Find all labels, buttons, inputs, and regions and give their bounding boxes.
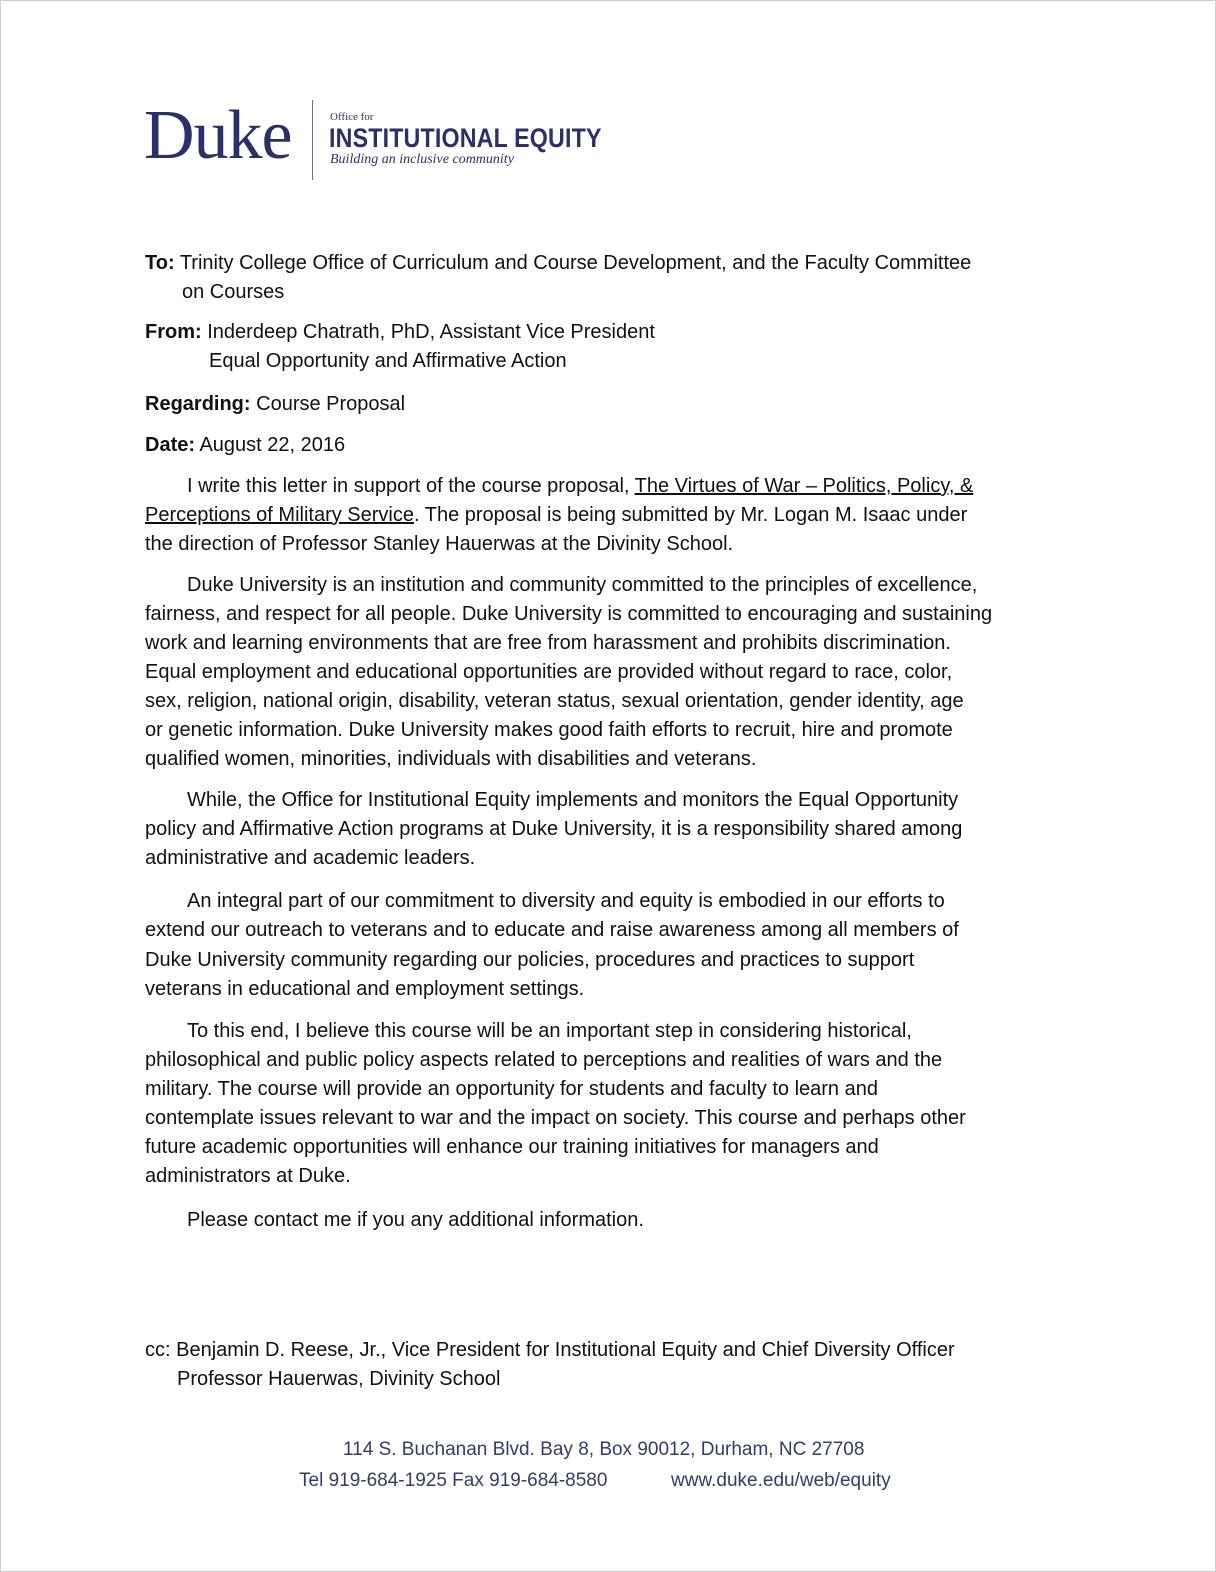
date-line	[145, 431, 345, 460]
regarding-label: Regarding:	[145, 393, 251, 415]
department-name: INSTITUTIONAL EQUITY	[329, 123, 602, 153]
footer-address: 114 S. Buchanan Blvd. Bay 8, Box 90012, Durham, NC 27708	[343, 1439, 865, 1460]
p3-line: While, the Office for Institutional Equity implements and monitors the Equal Opportunity	[187, 789, 959, 811]
p2-line: sex, religion, national origin, disability, veteran status, sexual orientation, gender identity, age	[145, 690, 964, 712]
footer-phone: Tel 919-684-1925 Fax 919-684-8580	[299, 1470, 608, 1491]
from-value: Inderdeep Chatrath, PhD, Assistant Vice President	[207, 321, 655, 343]
date-label: Date:	[145, 434, 196, 456]
paragraph-6: Please contact me if you any additional information.	[187, 1209, 644, 1231]
p1-intro: I write this letter in support of the course proposal,	[187, 475, 630, 497]
to-line	[145, 249, 971, 278]
p1-continuation: . The proposal is being submitted by Mr. Logan M. Isaac under	[413, 504, 968, 526]
to-line-continued: on Courses	[182, 281, 285, 303]
cc-line-2: Professor Hauerwas, Divinity School	[177, 1368, 501, 1390]
p5-line: administrators at Duke.	[145, 1165, 351, 1187]
p1-line-1	[187, 472, 973, 501]
date-value: August 22, 2016	[199, 434, 346, 456]
p2-line: Equal employment and educational opportunities are provided without regard to race, color,	[145, 661, 953, 683]
course-title-part-2: Perceptions of Military Service	[145, 504, 414, 526]
regarding-line	[145, 390, 405, 419]
tagline: Building an inclusive community	[330, 152, 514, 167]
p5-line: future academic opportunities will enhance our training initiatives for managers and	[145, 1136, 879, 1158]
p3-line: administrative and academic leaders.	[145, 847, 476, 869]
from-label: From:	[145, 321, 202, 343]
footer-website-link[interactable]: www.duke.edu/web/equity	[671, 1470, 891, 1491]
duke-logo: Duke	[144, 97, 292, 174]
p1-line-3: the direction of Professor Stanley Hauerwas at the Divinity School.	[145, 533, 734, 555]
office-for-label: Office for	[330, 111, 374, 123]
p2-line: or genetic information. Duke University makes good faith efforts to recruit, hire and promote	[145, 719, 953, 741]
p5-line: To this end, I believe this course will be an important step in considering historical,	[187, 1020, 912, 1042]
to-value: Trinity College Office of Curriculum and Course Development, and the Faculty Committee	[179, 252, 972, 274]
p1-line-2	[145, 501, 967, 530]
p5-line: contemplate issues relevant to war and the impact on society. This course and perhaps other	[145, 1107, 966, 1129]
p2-line: fairness, and respect for all people. Duke University is committed to encouraging and sustaining	[145, 603, 993, 625]
p4-line: extend our outreach to veterans and to educate and raise awareness among all members of	[145, 919, 959, 941]
p2-line: qualified women, minorities, individuals with disabilities and veterans.	[145, 748, 757, 770]
to-label: To:	[145, 252, 175, 274]
p5-line: military. The course will provide an opportunity for students and faculty to learn and	[145, 1078, 878, 1100]
letterhead-divider	[312, 100, 313, 180]
cc-line-1: cc: Benjamin D. Reese, Jr., Vice President for Institutional Equity and Chief Diversity Officer	[145, 1339, 955, 1361]
p4-line: veterans in educational and employment settings.	[145, 978, 585, 1000]
course-title-part-1: The Virtues of War – Politics, Policy, &	[634, 475, 974, 497]
p4-line: Duke University community regarding our policies, procedures and practices to support	[145, 949, 915, 971]
p5-line: philosophical and public policy aspects related to perceptions and realities of wars and the	[145, 1049, 943, 1071]
p3-line: policy and Affirmative Action programs at Duke University, it is a responsibility shared among	[145, 818, 963, 840]
p2-line: work and learning environments that are free from harassment and prohibits discrimination.	[145, 632, 951, 654]
p4-line: An integral part of our commitment to diversity and equity is embodied in our efforts to	[187, 890, 945, 912]
from-line	[145, 318, 655, 347]
regarding-value: Course Proposal	[256, 393, 406, 415]
p2-line: Duke University is an institution and community committed to the principles of excellence,	[187, 574, 978, 596]
from-title: Equal Opportunity and Affirmative Action	[209, 350, 567, 372]
